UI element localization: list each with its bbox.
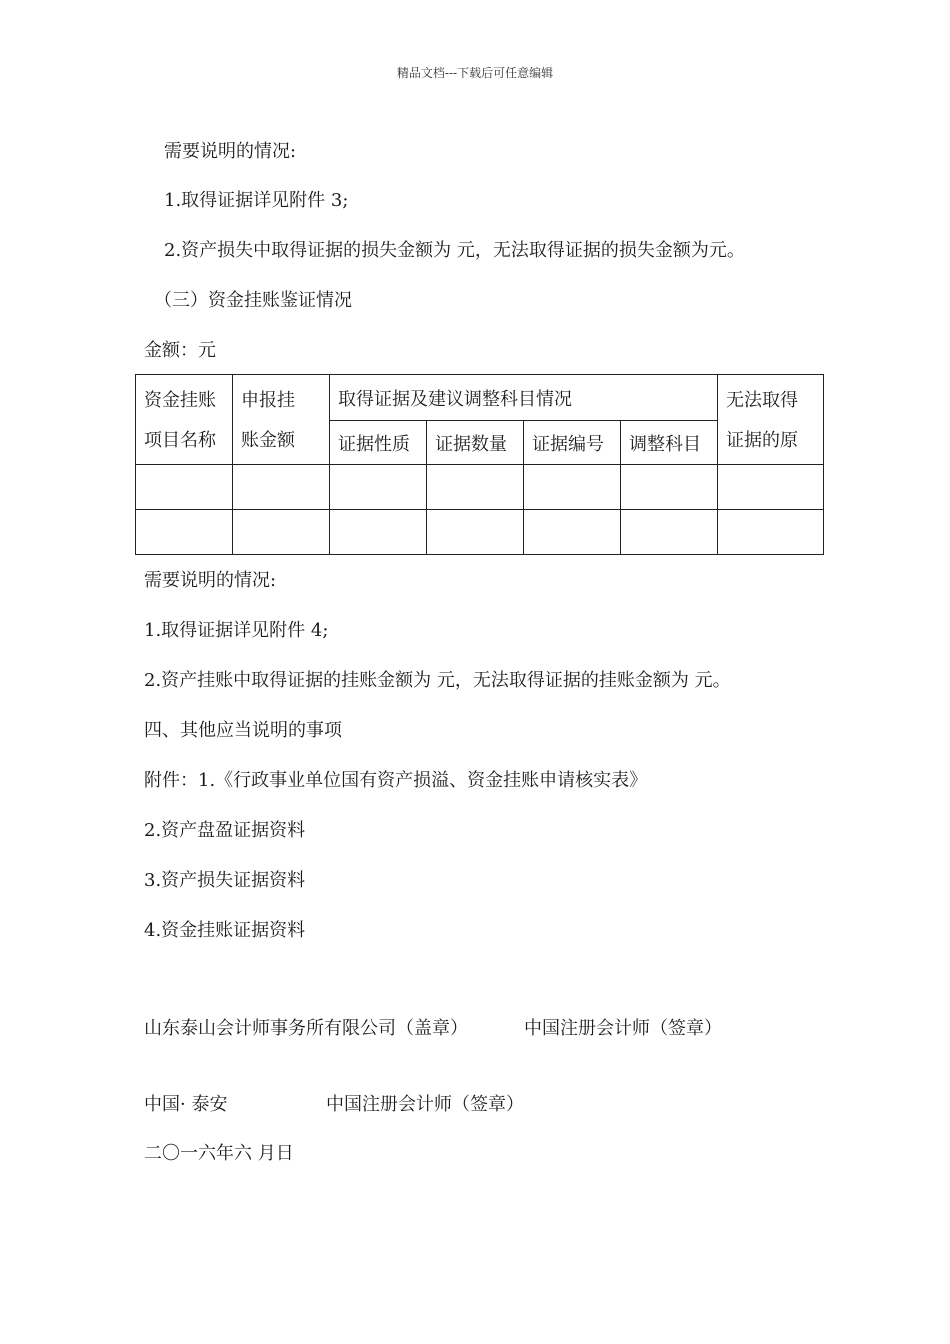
table-cell xyxy=(233,465,330,510)
header-adjust-account: 调整科目 xyxy=(621,421,718,465)
table-cell xyxy=(427,465,524,510)
amount-label: 金额：元 xyxy=(144,340,216,361)
header-item-name: 资金挂账 项目名称 xyxy=(136,375,233,465)
cpa-signature-2: 中国注册会计师（签章） xyxy=(326,1094,524,1115)
signing-date: 二〇一六年六 月日 xyxy=(144,1143,294,1164)
notes-item-2: 2.资产损失中取得证据的损失金额为 元，无法取得证据的损失金额为元。 xyxy=(164,240,745,261)
table-cell xyxy=(136,465,233,510)
table-cell xyxy=(136,510,233,555)
attachment-1: 附件：1.《行政事业单位国有资产损溢、资金挂账申请核实表》 xyxy=(144,770,648,791)
table-cell xyxy=(621,510,718,555)
attachment-2: 2.资产盘盈证据资料 xyxy=(144,820,306,841)
notes-item-2b: 2.资产挂账中取得证据的挂账金额为 元，无法取得证据的挂账金额为 元。 xyxy=(144,670,731,691)
notes-item-1: 1.取得证据详见附件 3; xyxy=(164,190,349,211)
attachment-4: 4.资金挂账证据资料 xyxy=(144,920,306,941)
header-evidence-nature: 证据性质 xyxy=(330,421,427,465)
table-cell xyxy=(524,465,621,510)
table-cell xyxy=(330,510,427,555)
table-cell xyxy=(524,510,621,555)
header-declared-amount: 申报挂 账金额 xyxy=(233,375,330,465)
table-cell xyxy=(621,465,718,510)
notes-item-1b: 1.取得证据详见附件 4; xyxy=(144,620,329,641)
table-cell xyxy=(718,510,824,555)
section-4-heading: 四、其他应当说明的事项 xyxy=(144,720,342,741)
section-heading: （三）资金挂账鉴证情况 xyxy=(154,290,352,311)
header-evidence-number: 证据编号 xyxy=(524,421,621,465)
table-cell xyxy=(427,510,524,555)
header-evidence-count: 证据数量 xyxy=(427,421,524,465)
notes-title: 需要说明的情况: xyxy=(164,141,297,162)
header-no-evidence-reason: 无法取得 证据的原 xyxy=(718,375,824,465)
firm-seal-line: 山东泰山会计师事务所有限公司（盖章） xyxy=(144,1018,468,1039)
header-evidence-group: 取得证据及建议调整科目情况 xyxy=(330,375,718,421)
table-cell xyxy=(233,510,330,555)
notes-title-2: 需要说明的情况: xyxy=(144,570,277,591)
capital-account-table xyxy=(135,374,824,555)
cpa-signature-1: 中国注册会计师（签章） xyxy=(524,1018,722,1039)
page-header: 精品文档---下载后可任意编辑 xyxy=(396,66,554,80)
table-cell xyxy=(330,465,427,510)
location: 中国· 泰安 xyxy=(144,1094,228,1115)
table-row xyxy=(136,465,824,510)
table-cell xyxy=(718,465,824,510)
table-row xyxy=(136,510,824,555)
attachment-3: 3.资产损失证据资料 xyxy=(144,870,306,891)
